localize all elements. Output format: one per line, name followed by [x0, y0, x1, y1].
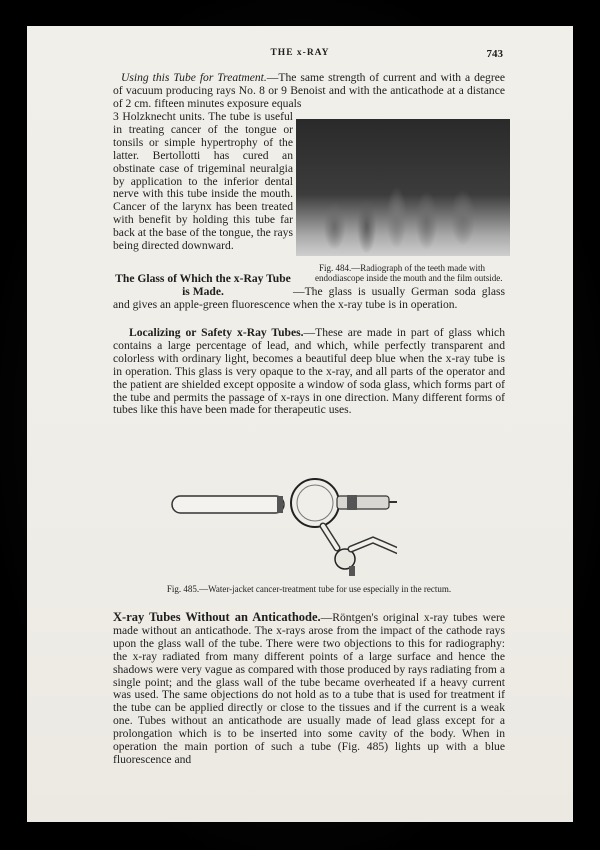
paragraph-safety-tubes [113, 327, 505, 417]
paragraph-body: —The glass is usually German soda glass and gives an apple-green fluorescence when the x-ray tube is in operation. [113, 284, 505, 311]
book-page [27, 26, 573, 822]
section-heading-safety: Localizing or Safety x-Ray Tubes. [129, 326, 304, 339]
page-number: 743 [486, 48, 503, 60]
paragraph-body: —These are made in part of glass which contains a large percentage of lead, and which, while perfectly transparent and colorless with ordinary light, becomes a beautiful deep blue when the x-ray tube is in operation. This glass is very opaque to the x-ray, and all parts of the operator and the patient are shielded except opposite a window of soda glass, which forms part of the tube and permits the passage of x-rays in one direction. Many different forms of tubes like this have been made for therapeutic uses. [113, 326, 505, 417]
paragraph-body: —Röntgen's original x-ray tubes were made without an anticathode. The x-rays arose from the impact of the cathode rays upon the glass wall of the tube. There were two objections to this for radiography: the x-ray radiated from many different points of a large surface and hence the shadows were very vague as compared with those produced by rays radiating from a single point; and the glass wall of the tube became overheated if a heavy current was used. The same objections do not hold as to a tube that is used for treatment if the tube can be applied directly or close to the tissues and if the current is a weak one. Tubes without an anticathode are usually made of lead glass except for a prolongation which is to be inserted into some cavity of the body. When in operation the main portion of such a tube (Fig. 485) lights up with a blue fluorescence and [113, 611, 505, 766]
figure-485-caption: Fig. 485.—Water-jacket cancer-treatment tube for use especially in the rectum. [166, 584, 452, 594]
figure-484-caption: Fig. 484.—Radiograph of the teeth made with endodiascope inside the mouth and the film outside. [315, 263, 503, 283]
running-head [27, 48, 573, 62]
running-title: THE x-RAY [270, 48, 330, 58]
section-heading-glass: The Glass of Which the x-Ray Tube is Made. [115, 272, 291, 298]
paragraph-body: —The same strength of current and with a degree of vacuum producing rays No. 8 or 9 Benoist and with the anticathode at a distance of 2 cm. fifteen minutes exposure equals [113, 71, 506, 110]
paragraph-glass [113, 273, 505, 312]
paragraph-tube-treatment [113, 72, 505, 111]
paragraph-lead: Using this Tube for Treatment. [121, 71, 267, 84]
section-heading-no-anticathode: X-ray Tubes Without an Anticathode. [113, 610, 321, 624]
paragraph-column: 3 Holzknecht units. The tube is useful in treating cancer of the tongue or tonsils or simple hypertrophy of the latter. Bertollotti has cured an obstinate case of trigeminal neuralgia by application to the inferior dental nerve with this tube inside the mouth. Cancer of the larynx has been treated with benefit by holding this tube far back at the base of the tongue, the rays being directed downward. [113, 110, 293, 253]
teeth-radiograph-image [296, 119, 510, 256]
water-jacket-tube-illustration [137, 446, 397, 576]
paragraph-no-anticathode [113, 611, 505, 767]
